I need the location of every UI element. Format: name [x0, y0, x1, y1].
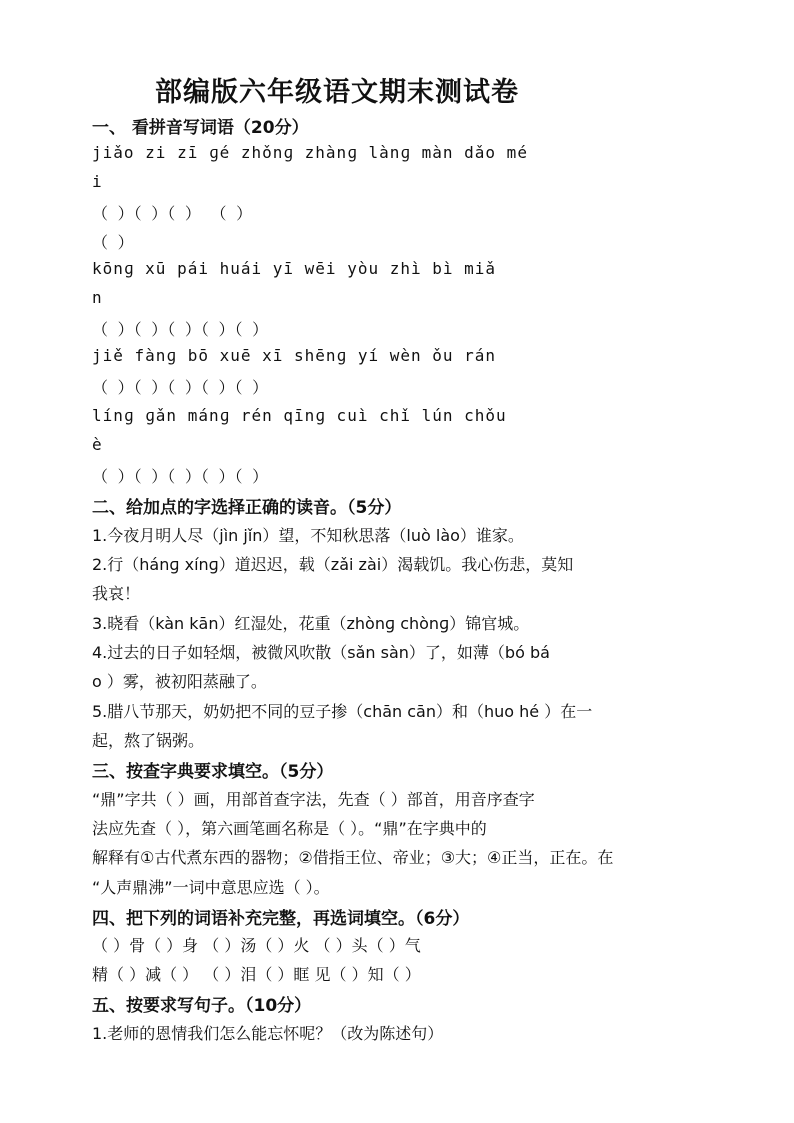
pinyin-row: jiě fànɡ bō xuē xī shēnɡ yí wèn ǒu rán	[92, 346, 497, 365]
question-line: “人声鼎沸”一词中意思应选（ ）。	[92, 878, 330, 897]
question-line: 2.行（hánɡ xínɡ）道迟迟，载（zǎi zài）渴载饥。我心伤悲，莫知	[92, 555, 574, 574]
idiom-fill-line: 精（ ）减（ ） （ ）泪（ ）眶 见（ ）知（ ）	[92, 965, 421, 984]
answer-blanks-row: （ ）（ ）（ ）（ ）（ ）	[92, 320, 269, 339]
section-3-heading: 三、按查字典要求填空。（5分）	[92, 762, 334, 782]
question-line: 1.今夜月明人尽（jìn jǐn）望，不知秋思落（luò lào）谁家。	[92, 526, 524, 545]
section-1-heading: 一、 看拼音写词语（20分）	[92, 118, 309, 138]
pinyin-row: kōnɡ xū pái huái yī wēi yòu zhì bì miǎ	[92, 259, 497, 278]
idiom-fill-line: （ ）骨（ ）身 （ ）汤（ ）火 （ ）头（ ）气	[92, 936, 421, 955]
answer-blanks-row: （ ）	[92, 233, 134, 252]
pinyin-row: jiǎo zi zī ɡé zhǒnɡ zhànɡ lànɡ màn dǎo mé	[92, 143, 528, 162]
answer-blanks-row: （ ）（ ）（ ）（ ）（ ）	[92, 378, 269, 397]
question-line: 起，熬了锅粥。	[92, 731, 205, 750]
section-5-heading: 五、按要求写句子。（10分）	[92, 996, 312, 1016]
question-line: 4.过去的日子如轻烟，被微风吹散（sǎn sàn）了，如薄（bó bá	[92, 643, 550, 662]
answer-blanks-row: （ ）（ ）（ ）（ ）（ ）	[92, 467, 269, 486]
section-4-heading: 四、把下列的词语补充完整，再选词填空。（6分）	[92, 909, 470, 929]
pinyin-row: è	[92, 435, 103, 454]
question-line: 我哀！	[92, 584, 141, 603]
question-line: 1.老师的恩情我们怎么能忘怀呢？（改为陈述句）	[92, 1024, 444, 1043]
question-line: “鼎”字共（ ）画，用部首查字法，先查（ ）部首，用音序查字	[92, 790, 535, 809]
pinyin-row: línɡ ɡǎn mánɡ rén qīnɡ cuì chǐ lún chǒu	[92, 406, 507, 425]
question-line: o ）雾，被初阳蒸融了。	[92, 672, 267, 691]
section-2-heading: 二、给加点的字选择正确的读音。（5分）	[92, 498, 402, 518]
pinyin-row: n	[92, 288, 103, 307]
page-title: 部编版六年级语文期末测试卷	[155, 77, 519, 108]
question-line: 5.腊八节那天，奶奶把不同的豆子掺（chān cān）和（huo hé ）在一	[92, 702, 593, 721]
pinyin-row: i	[92, 172, 103, 191]
answer-blanks-row: （ ）（ ）（ ） （ ）	[92, 204, 253, 223]
question-line: 3.晓看（kàn kān）红湿处，花重（zhònɡ chònɡ）锦官城。	[92, 614, 530, 633]
question-line: 法应先查（ ），第六画笔画名称是（ ）。“鼎”在字典中的	[92, 819, 487, 838]
question-line: 解释有①古代煮东西的器物；②借指王位、帝业；③大；④正当，正在。在	[92, 848, 614, 867]
